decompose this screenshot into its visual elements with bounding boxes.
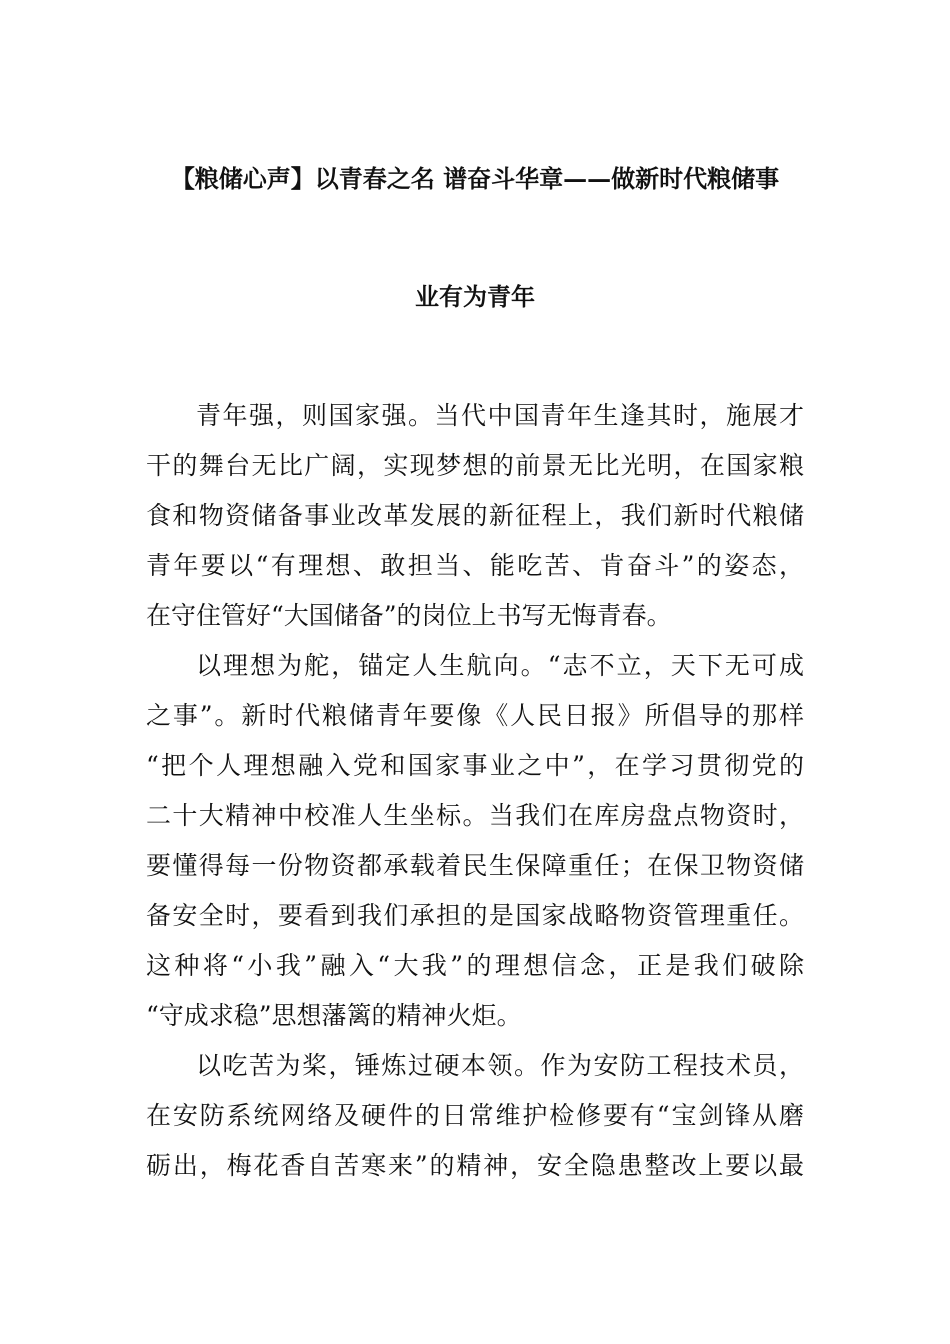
document-body <box>146 391 804 1191</box>
body-line: 在守住管好“大国储备”的岗位上书写无悔青春。 <box>146 601 672 630</box>
paragraph-2 <box>146 641 804 1041</box>
document-title-line-2: 业有为青年 <box>415 282 535 311</box>
body-line: 以理想为舵，锚定人生航向。“志不立，天下无可成 <box>196 651 804 680</box>
document-title-line-1: 【粮储心声】以青春之名 谱奋斗华章——做新时代粮储事 <box>170 164 780 193</box>
body-line: “把个人理想融入党和国家事业之中”，在学习贯彻党的 <box>146 751 804 780</box>
body-line: 砺出，梅花香自苦寒来”的精神，安全隐患整改上要以最 <box>146 1151 804 1180</box>
body-line: 在安防系统网络及硬件的日常维护检修要有“宝剑锋从磨 <box>146 1101 804 1130</box>
body-line: 食和物资储备事业改革发展的新征程上，我们新时代粮储 <box>146 501 804 530</box>
body-line: 青年要以“有理想、敢担当、能吃苦、肯奋斗”的姿态， <box>146 551 804 580</box>
body-line: “守成求稳”思想藩篱的精神火炬。 <box>146 1001 522 1030</box>
body-line: 这种将“小我”融入“大我”的理想信念，正是我们破除 <box>146 951 804 980</box>
paragraph-1 <box>146 391 804 641</box>
body-line: 干的舞台无比广阔，实现梦想的前景无比光明，在国家粮 <box>146 451 804 480</box>
body-line: 以吃苦为桨，锤炼过硬本领。作为安防工程技术员， <box>196 1051 804 1080</box>
body-line: 之事”。新时代粮储青年要像《人民日报》所倡导的那样 <box>146 701 804 730</box>
body-line: 要懂得每一份物资都承载着民生保障重任；在保卫物资储 <box>146 851 804 880</box>
body-line: 青年强，则国家强。当代中国青年生逢其时，施展才 <box>196 401 804 430</box>
paragraph-3 <box>146 1041 804 1191</box>
body-line: 二十大精神中校准人生坐标。当我们在库房盘点物资时， <box>146 801 804 830</box>
body-line: 备安全时，要看到我们承担的是国家战略物资管理重任。 <box>146 901 804 930</box>
